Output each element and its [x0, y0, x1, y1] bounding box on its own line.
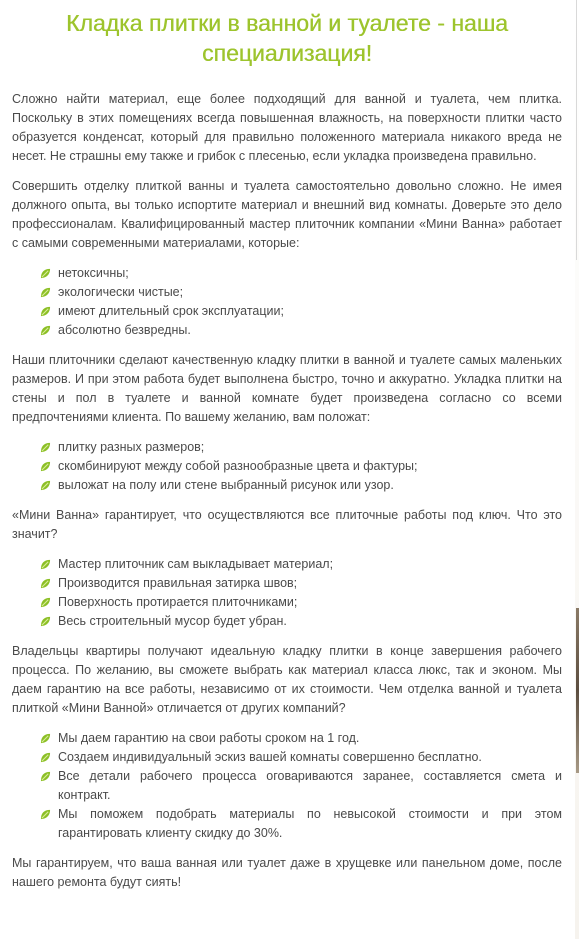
- tiling-paragraph: Наши плиточники сделают качественную кладку плитки в ванной и туалете самых маленьких размеров. И при этом работа будет выполнена быстро, точно и аккуратно. Укладка плитки на стены и пол в туалете и ванной комнате будет произведена согласно со всеми предпочтениями клиента. По вашему желанию, вам положат:: [12, 353, 562, 424]
- article: [12, 8, 562, 903]
- list-item: [40, 555, 562, 574]
- green-leaf-icon: [40, 616, 51, 627]
- list-item: [40, 612, 562, 631]
- list-item-text: Поверхность протирается плиточниками;: [58, 595, 298, 609]
- list-item-text: Весь строительный мусор будет убран.: [58, 614, 287, 628]
- green-leaf-icon: [40, 559, 51, 570]
- green-leaf-icon: [40, 809, 51, 820]
- list-item: [40, 574, 562, 593]
- materials-list: [12, 264, 562, 340]
- list-item-text: Производится правильная затирка швов;: [58, 576, 298, 590]
- advantages-list: [12, 729, 562, 843]
- green-leaf-icon: [40, 771, 51, 782]
- list-item: [40, 438, 562, 457]
- intro-paragraph-2: Совершить отделку плиткой ванны и туалета самостоятельно довольно сложно. Не имея должного опыта, вы только испортите материал и внешний вид комнаты. Доверьте это дело профессионалам. Квалифицированный мастер плиточник компании «Мини Ванна» работает с самыми современными материалами, которые:: [12, 179, 562, 250]
- sidebar-border: [576, 0, 577, 260]
- green-leaf-icon: [40, 733, 51, 744]
- green-leaf-icon: [40, 480, 51, 491]
- list-item: [40, 767, 562, 805]
- intro-paragraph-1: Сложно найти материал, еще более подходящий для ванной и туалета, чем плитка. Поскольку в этих помещениях всегда повышенная влажность, на поверхности плитки часто образуется конденсат, который для правильно положенного материала никакого вреда не несет. Не страшны ему также и грибок с плесенью, если укладка произведена правильно.: [12, 92, 562, 163]
- list-item: [40, 283, 562, 302]
- list-item: [40, 457, 562, 476]
- green-leaf-icon: [40, 287, 51, 298]
- green-leaf-icon: [40, 461, 51, 472]
- list-item: [40, 321, 562, 340]
- green-leaf-icon: [40, 752, 51, 763]
- page-title: Кладка плитки в ванной и туалете - наша специализация!: [66, 10, 508, 66]
- green-leaf-icon: [40, 442, 51, 453]
- list-item-text: скомбинируют между собой разнообразные цвета и фактуры;: [58, 459, 418, 473]
- list-item-text: выложат на полу или стене выбранный рисунок или узор.: [58, 478, 394, 492]
- list-item: [40, 593, 562, 612]
- list-item-text: имеют длительный срок эксплуатации;: [58, 304, 284, 318]
- list-item-text: нетоксичны;: [58, 266, 129, 280]
- list-item-text: Создаем индивидуальный эскиз вашей комнаты совершенно бесплатно.: [58, 750, 482, 764]
- list-item: [40, 729, 562, 748]
- green-leaf-icon: [40, 268, 51, 279]
- turnkey-paragraph: «Мини Ванна» гарантирует, что осуществляются все плиточные работы под ключ. Что это значит?: [12, 508, 562, 541]
- list-item-text: Мастер плиточник сам выкладывает материал;: [58, 557, 334, 571]
- green-leaf-icon: [40, 306, 51, 317]
- list-item: [40, 264, 562, 283]
- list-item-text: Мы поможем подобрать материалы по невысокой стоимости и при этом гарантировать клиенту скидку до 30%.: [58, 807, 562, 840]
- closing-paragraph: Мы гарантируем, что ваша ванная или туалет даже в хрущевке или панельном доме, после нашего ремонта будут сиять!: [12, 856, 562, 889]
- list-item: [40, 805, 562, 843]
- list-item: [40, 476, 562, 495]
- list-item-text: Все детали рабочего процесса оговариваются заранее, составляется смета и контракт.: [58, 769, 562, 802]
- guarantee-paragraph: Владельцы квартиры получают идеальную кладку плитки в конце завершения рабочего процесса. По желанию, вы сможете выбрать как материал класса люкс, так и эконом. Мы даем гарантию на все работы, независимо от их стоимости. Чем отделка ванной и туалета плиткой «Мини Ванной» отличается от других компаний?: [12, 644, 562, 715]
- green-leaf-icon: [40, 597, 51, 608]
- list-item-text: абсолютно безвредны.: [58, 323, 191, 337]
- list-item: [40, 302, 562, 321]
- list-item-text: Мы даем гарантию на свои работы сроком на 1 год.: [58, 731, 360, 745]
- list-item-text: экологически чистые;: [58, 285, 184, 299]
- list-item: [40, 748, 562, 767]
- green-leaf-icon: [40, 325, 51, 336]
- preferences-list: [12, 438, 562, 495]
- turnkey-list: [12, 555, 562, 631]
- green-leaf-icon: [40, 578, 51, 589]
- list-item-text: плитку разных размеров;: [58, 440, 205, 454]
